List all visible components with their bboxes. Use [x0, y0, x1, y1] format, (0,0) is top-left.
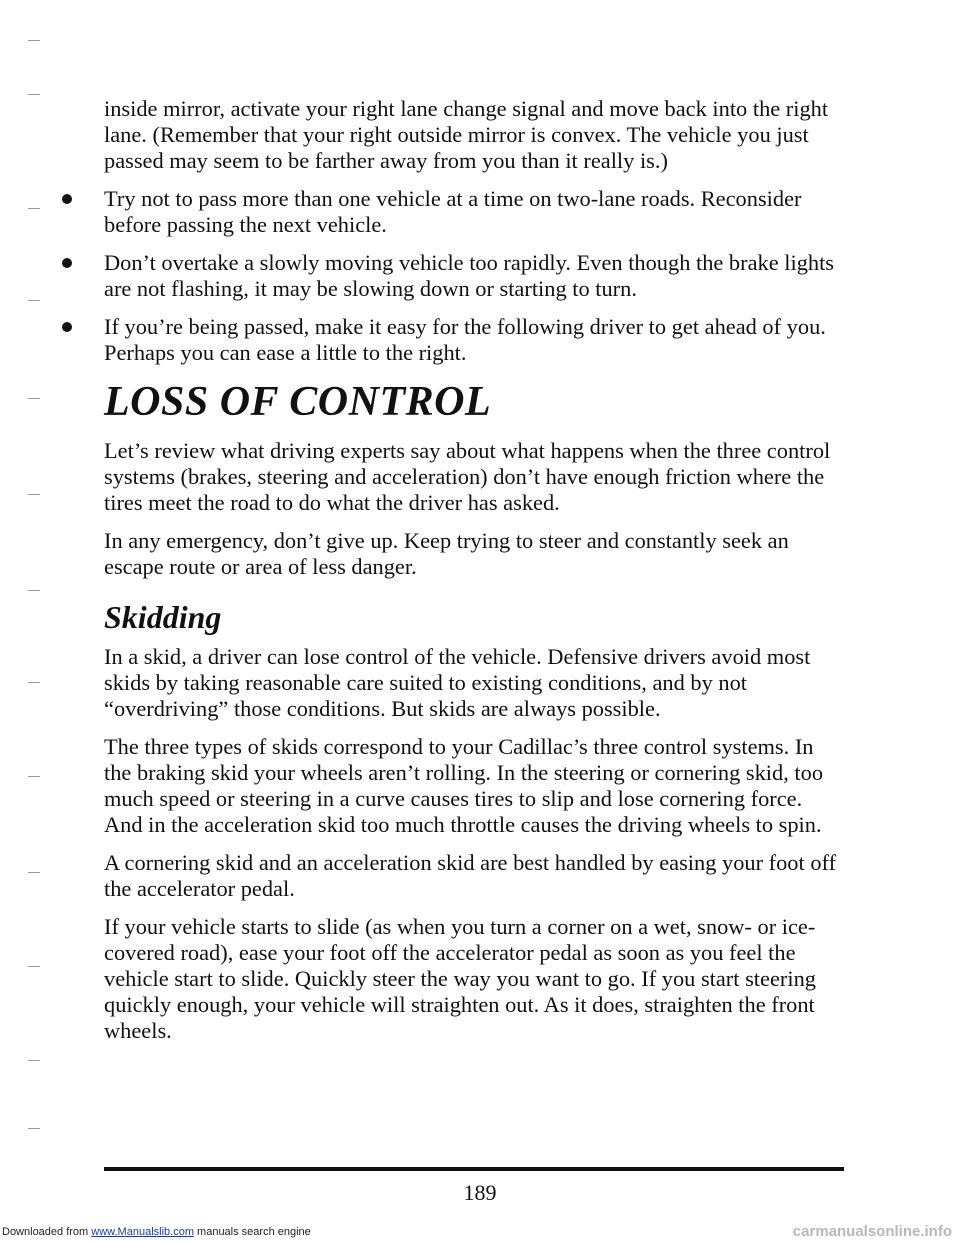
list-item	[62, 250, 844, 302]
subsection-paragraph: A cornering skid and an acceleration skid are best handled by easing your foot off the accelerator pedal.	[104, 850, 837, 901]
list-item	[62, 186, 844, 238]
footer-rule	[104, 1167, 844, 1171]
bullet-icon	[62, 322, 72, 332]
section-heading: LOSS OF CONTROL	[104, 379, 492, 425]
list-item-text: If you’re being passed, make it easy for the following driver to get ahead of you. Perhaps you can ease a little to the right.	[104, 314, 826, 365]
list-item-text: Don’t overtake a slowly moving vehicle too rapidly. Even though the brake lights are not flashing, it may be slowing down or starting to turn.	[104, 250, 835, 301]
margin-mark	[28, 494, 40, 495]
subsection-paragraph: The three types of skids correspond to your Cadillac’s three control systems. In the braking skid your wheels aren’t rolling. In the steering or cornering skid, too much speed or steering in a curve causes tires to slip and lose cornering force. And in the acceleration skid too much throttle causes the driving wheels to spin.	[104, 734, 824, 837]
list-item	[62, 314, 844, 366]
bullet-icon	[62, 258, 72, 268]
margin-binding-marks	[28, 0, 48, 1242]
margin-mark	[28, 208, 40, 209]
section-paragraph: In any emergency, don’t give up. Keep trying to steer and constantly seek an escape route or area of less danger.	[104, 528, 789, 579]
margin-mark	[28, 1060, 40, 1061]
continued-paragraph: inside mirror, activate your right lane change signal and move back into the right lane. (Remember that your right outside mirror is convex. The vehicle you just passed may seem to be farther away from you than it really is.)	[104, 96, 829, 173]
passing-tips-list	[104, 186, 844, 366]
margin-mark	[28, 300, 40, 301]
list-item-text: Try not to pass more than one vehicle at a time on two-lane roads. Reconsider before passing the next vehicle.	[104, 186, 802, 237]
margin-mark	[28, 1128, 40, 1129]
margin-mark	[28, 94, 40, 95]
margin-mark	[28, 872, 40, 873]
bullet-icon	[62, 194, 72, 204]
subsection-paragraph: In a skid, a driver can lose control of the vehicle. Defensive drivers avoid most skids by taking reasonable care suited to existing conditions, and by not “overdriving” those conditions. But skids are always possible.	[104, 644, 811, 721]
subsection-paragraph: If your vehicle starts to slide (as when you turn a corner on a wet, snow- or ice-covered road), ease your foot off the accelerator pedal as soon as you feel the vehicle start to slide. Quickly steer the way you want to go. If you start steering quickly enough, your vehicle will straighten out. As it does, straighten the front wheels.	[104, 914, 816, 1043]
page-number: 189	[463, 1180, 497, 1205]
margin-mark	[28, 682, 40, 683]
watermark: carmanualsonline.info	[792, 1223, 952, 1240]
manualslib-link[interactable]: www.Manualslib.com	[91, 1226, 194, 1238]
page-body	[104, 96, 844, 1056]
margin-mark	[28, 966, 40, 967]
banner-text	[2, 1226, 311, 1238]
subsection-heading: Skidding	[104, 599, 222, 635]
margin-mark	[28, 776, 40, 777]
download-banner	[0, 1222, 960, 1242]
margin-mark	[28, 398, 40, 399]
banner-prefix: Downloaded from	[2, 1226, 92, 1238]
banner-suffix: manuals search engine	[193, 1226, 311, 1238]
margin-mark	[28, 590, 40, 591]
section-paragraph: Let’s review what driving experts say about what happens when the three control systems (brakes, steering and acceleration) don’t have enough friction where the tires meet the road to do what the driver has asked.	[104, 438, 831, 515]
margin-mark	[28, 40, 40, 41]
